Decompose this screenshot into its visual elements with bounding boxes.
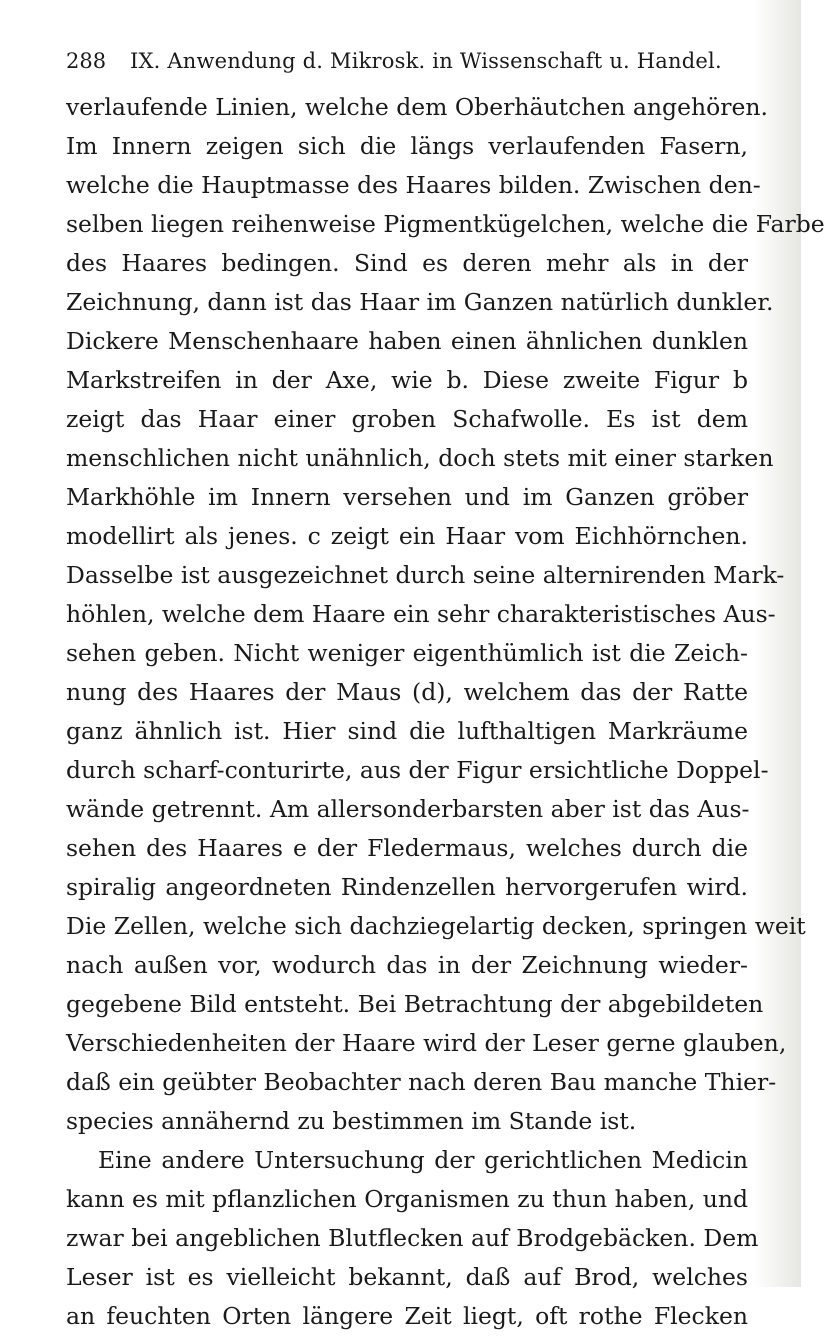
text-line: Die Zellen, welche sich dachziegelartig decken, springen weit: [66, 912, 806, 940]
text-line: Leser ist es vielleicht bekannt, daß auf Brod, welches: [66, 1263, 748, 1291]
text-line: welche die Hauptmasse des Haares bilden. Zwischen den-: [66, 171, 761, 199]
running-title: IX. Anwendung d. Mikrosk. in Wissenschaft u. Handel.: [130, 49, 722, 73]
text-line: höhlen, welche dem Haare ein sehr charakteristisches Aus-: [66, 600, 776, 628]
text-line: verlaufende Linien, welche dem Oberhäutchen angehören.: [66, 93, 769, 121]
text-line: sehen geben. Nicht weniger eigenthümlich ist die Zeich-: [66, 639, 748, 667]
text-line: Markstreifen in der Axe, wie b. Diese zweite Figur b: [66, 366, 748, 394]
text-line: ganz ähnlich ist. Hier sind die lufthaltigen Markräume: [66, 717, 748, 745]
text-line: durch scharf-conturirte, aus der Figur ersichtliche Doppel-: [66, 756, 769, 784]
text-line: Markhöhle im Innern versehen und im Ganzen gröber: [66, 483, 748, 511]
text-line: Verschiedenheiten der Haare wird der Leser gerne glauben,: [66, 1029, 787, 1057]
text-line: des Haares bedingen. Sind es deren mehr als in der: [66, 249, 748, 277]
text-line: species annähernd zu bestimmen im Stande ist.: [66, 1107, 637, 1135]
text-line: Eine andere Untersuchung der gerichtlichen Medicin: [98, 1146, 748, 1174]
text-line: menschlichen nicht unähnlich, doch stets mit einer starken: [66, 444, 774, 472]
text-line: an feuchten Orten längere Zeit liegt, oft rothe Flecken: [66, 1302, 748, 1330]
page-header: [66, 44, 756, 78]
text-line: kann es mit pflanzlichen Organismen zu thun haben, und: [66, 1185, 749, 1213]
text-line: modellirt als jenes. c zeigt ein Haar vom Eichhörnchen.: [66, 522, 748, 550]
text-line: nung des Haares der Maus (d), welchem das der Ratte: [66, 678, 748, 706]
text-line: Im Innern zeigen sich die längs verlaufenden Fasern,: [66, 132, 748, 160]
body-text: [66, 88, 825, 1336]
text-line: nach außen vor, wodurch das in der Zeichnung wieder-: [66, 951, 748, 979]
text-line: spiralig angeordneten Rindenzellen hervorgerufen wird.: [66, 873, 748, 901]
text-line: Dickere Menschenhaare haben einen ähnlichen dunklen: [66, 327, 748, 355]
text-line: wände getrennt. Am allersonderbarsten aber ist das Aus-: [66, 795, 750, 823]
text-line: sehen des Haares e der Fledermaus, welches durch die: [66, 834, 748, 862]
text-line: Zeichnung, dann ist das Haar im Ganzen natürlich dunkler.: [66, 288, 774, 316]
text-line: selben liegen reihenweise Pigmentkügelchen, welche die Farbe: [66, 210, 825, 238]
text-line: zwar bei angeblichen Blutflecken auf Brodgebäcken. Dem: [66, 1224, 759, 1252]
text-line: zeigt das Haar einer groben Schafwolle. Es ist dem: [66, 405, 748, 433]
text-line: daß ein geübter Beobachter nach deren Bau manche Thier-: [66, 1068, 777, 1096]
page-number: 288: [66, 49, 107, 73]
text-line: gegebene Bild entsteht. Bei Betrachtung der abgebildeten: [66, 990, 764, 1018]
text-line: Dasselbe ist ausgezeichnet durch seine alternirenden Mark-: [66, 561, 785, 589]
